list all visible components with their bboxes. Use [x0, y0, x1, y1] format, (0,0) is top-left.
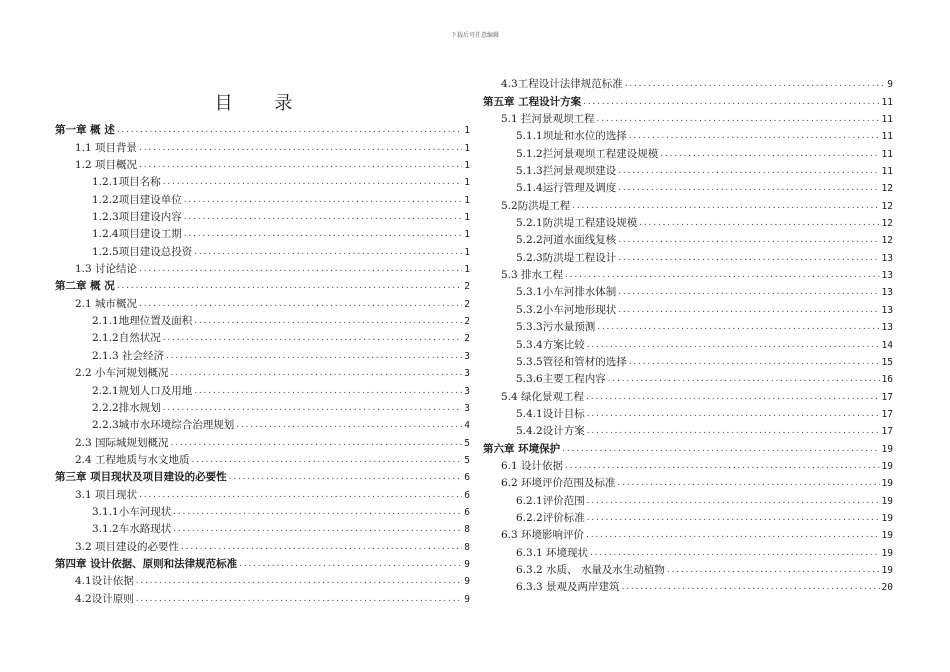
toc-entry[interactable]: [55, 137, 470, 154]
toc-entry-page: 1: [464, 194, 470, 206]
toc-entry-title: 3.1.1小车河现状: [92, 505, 172, 518]
toc-entry-page: 13: [881, 304, 893, 316]
toc-leader-dots: [618, 477, 880, 490]
toc-entry-title: 5.2防洪堤工程: [501, 199, 571, 212]
toc-entry-page: 19: [881, 512, 893, 524]
toc-entry[interactable]: [483, 213, 893, 230]
toc-entry[interactable]: [55, 415, 470, 432]
toc-leader-dots: [597, 113, 880, 126]
toc-entry-page: 14: [881, 339, 893, 351]
toc-entry-title: 1.1 项目背景: [75, 141, 138, 154]
toc-entry-title: 2.1.1地理位置及面积: [92, 315, 193, 328]
toc-entry-page: 12: [881, 218, 893, 230]
toc-entry[interactable]: [55, 120, 470, 137]
toc-entry[interactable]: [483, 490, 893, 507]
toc-entry[interactable]: [483, 317, 893, 334]
toc-entry[interactable]: [483, 438, 893, 455]
toc-entry-title: 5.3.5管径和管材的选择: [516, 355, 627, 368]
toc-entry[interactable]: [55, 484, 470, 501]
toc-entry-page: 1: [464, 177, 470, 189]
toc-entry-title: 4.3工程设计法律规范标准: [501, 78, 623, 91]
toc-entry[interactable]: [55, 155, 470, 172]
toc-entry[interactable]: [483, 195, 893, 212]
toc-leader-dots: [625, 78, 886, 91]
toc-leader-dots: [173, 523, 462, 536]
page-header-note: 下载后可任意编辑: [450, 32, 499, 39]
toc-entry-title: 1.3 讨论结论: [75, 263, 138, 276]
toc-entry-title: 2.4 工程地质与水文地质: [75, 453, 190, 466]
toc-entry[interactable]: [55, 519, 470, 536]
toc-leader-dots: [136, 593, 463, 606]
toc-entry[interactable]: [55, 450, 470, 467]
toc-entry-page: 11: [881, 131, 893, 143]
toc-entry[interactable]: [483, 542, 893, 559]
toc-entry[interactable]: [55, 588, 470, 605]
toc-entry-title: 第六章 环境保护: [483, 442, 561, 455]
toc-entry[interactable]: [483, 91, 893, 108]
toc-entry-title: 5.3.2小车河地形现状: [516, 303, 617, 316]
toc-entry[interactable]: [55, 345, 470, 362]
toc-entry[interactable]: [483, 473, 893, 490]
toc-entry-title: 第一章 概 述: [55, 124, 115, 137]
toc-entry-title: 第三章 项目现状及项目建设的必要性: [55, 471, 227, 484]
toc-entry-title: 5.1.1坝址和水位的选择: [516, 130, 627, 143]
toc-right-column: [483, 74, 893, 594]
toc-entry-title: 1.2.4项目建设工期: [92, 228, 182, 241]
toc-entry-page: 2: [464, 281, 470, 293]
toc-entry[interactable]: [483, 282, 893, 299]
toc-entry-title: 6.2.2评价标准: [516, 511, 585, 524]
toc-entry[interactable]: [483, 456, 893, 473]
toc-entry-title: 5.2.1防洪堤工程建设规模: [516, 217, 638, 230]
toc-entry[interactable]: [55, 432, 470, 449]
toc-leader-dots: [181, 541, 462, 554]
toc-leader-dots: [236, 419, 462, 432]
toc-entry-title: 1.2.3项目建设内容: [92, 211, 182, 224]
toc-entry-page: 6: [464, 472, 470, 484]
toc-leader-dots: [618, 165, 879, 178]
toc-leader-dots: [587, 339, 880, 352]
toc-entry-title: 6.3.1 环境现状: [516, 546, 589, 559]
toc-entry-page: 19: [881, 478, 893, 490]
toc-leader-dots: [194, 246, 462, 259]
toc-entry-page: 1: [464, 142, 470, 154]
toc-entry[interactable]: [483, 230, 893, 247]
toc-entry-page: 12: [881, 235, 893, 247]
toc-entry-page: 11: [881, 96, 893, 108]
toc-entry[interactable]: [483, 161, 893, 178]
toc-entry-page: 1: [464, 246, 470, 258]
toc-leader-dots: [171, 437, 463, 450]
toc-entry-page: 1: [464, 264, 470, 276]
toc-leader-dots: [239, 558, 462, 571]
toc-entry-title: 5.1.2拦河景观坝工程建设规模: [516, 147, 659, 160]
toc-entry-page: 1: [464, 229, 470, 241]
toc-leader-dots: [163, 176, 463, 189]
toc-entry-title: 2.2.1规划人口及用地: [92, 384, 193, 397]
toc-entry[interactable]: [55, 502, 470, 519]
toc-entry-title: 5.2.3防洪堤工程设计: [516, 251, 617, 264]
toc-entry-page: 19: [881, 460, 893, 472]
toc-leader-dots: [194, 385, 462, 398]
toc-leader-dots: [587, 512, 880, 525]
toc-entry-page: 13: [881, 287, 893, 299]
toc-entry[interactable]: [483, 178, 893, 195]
toc-leader-dots: [139, 142, 462, 155]
toc-entry-page: 9: [887, 79, 893, 91]
toc-entry-title: 2.1.3 社会经济: [92, 349, 165, 362]
toc-entry[interactable]: [55, 293, 470, 310]
toc-entry-page: 15: [881, 356, 893, 368]
toc-entry[interactable]: [483, 299, 893, 316]
toc-entry[interactable]: [55, 467, 470, 484]
toc-entry-title: 2.1.2自然状况: [92, 332, 161, 345]
toc-leader-dots: [586, 529, 880, 542]
toc-leader-dots: [583, 96, 879, 109]
toc-entry-page: 11: [881, 166, 893, 178]
toc-entry-title: 4.2设计原则: [75, 592, 134, 605]
toc-entry-title: 6.2.1评价范围: [516, 494, 585, 507]
toc-entry-page: 2: [464, 333, 470, 345]
toc-entry-page: 3: [464, 368, 470, 380]
toc-entry[interactable]: [483, 369, 893, 386]
toc-leader-dots: [629, 356, 880, 369]
toc-leader-dots: [139, 159, 462, 172]
toc-entry-page: 19: [881, 547, 893, 559]
toc-entry[interactable]: [55, 380, 470, 397]
toc-entry-page: 17: [881, 426, 893, 438]
toc-entry-page: 13: [881, 322, 893, 334]
toc-leader-dots: [587, 408, 880, 421]
toc-entry[interactable]: [55, 276, 470, 293]
toc-entry-page: 20: [881, 582, 893, 594]
toc-entry-page: 6: [464, 506, 470, 518]
toc-entry-title: 5.3.1小车河排水体制: [516, 286, 617, 299]
toc-leader-dots: [184, 211, 463, 224]
toc-entry-page: 1: [464, 125, 470, 137]
toc-entry-title: 5.2.2河道水面线复核: [516, 234, 617, 247]
toc-entry[interactable]: [483, 577, 893, 594]
toc-entry[interactable]: [483, 247, 893, 264]
toc-entry-title: 3.2 项目建设的必要性: [75, 540, 180, 553]
toc-entry-page: 3: [464, 385, 470, 397]
toc-entry-title: 5.1.4运行管理及调度: [516, 182, 617, 195]
toc-entry[interactable]: [55, 328, 470, 345]
toc-leader-dots: [618, 182, 879, 195]
toc-entry-page: 5: [464, 437, 470, 449]
toc-leader-dots: [565, 269, 880, 282]
toc-leader-dots: [587, 425, 880, 438]
toc-leader-dots: [629, 130, 880, 143]
toc-leader-dots: [618, 304, 879, 317]
toc-entry[interactable]: [55, 571, 470, 588]
toc-entry[interactable]: [55, 189, 470, 206]
toc-leader-dots: [639, 217, 879, 230]
toc-entry[interactable]: [55, 363, 470, 380]
toc-entry-title: 1.2.1项目名称: [92, 176, 161, 189]
toc-entry[interactable]: [483, 143, 893, 160]
toc-entry-title: 5.3.3污水量预测: [516, 321, 596, 334]
toc-entry-title: 6.3.2 水质、 水量及水生动植物: [516, 563, 665, 576]
toc-entry-title: 6.2 环境评价范围及标准: [501, 477, 616, 490]
toc-entry-title: 5.1 拦河景观坝工程: [501, 113, 595, 126]
toc-entry-page: 2: [464, 316, 470, 328]
toc-entry-title: 1.2.5项目建设总投资: [92, 245, 193, 258]
toc-entry[interactable]: [55, 259, 470, 276]
toc-entry-page: 13: [881, 252, 893, 264]
toc-leader-dots: [184, 228, 463, 241]
toc-leader-dots: [667, 564, 880, 577]
toc-entry-page: 1: [464, 160, 470, 172]
toc-leader-dots: [139, 298, 462, 311]
toc-entry-page: 13: [881, 270, 893, 282]
toc-leader-dots: [597, 321, 879, 334]
toc-leader-dots: [194, 315, 462, 328]
toc-entry[interactable]: [55, 172, 470, 189]
toc-entry[interactable]: [55, 554, 470, 571]
toc-entry-title: 3.1.2车水路现状: [92, 523, 172, 536]
toc-entry-page: 12: [881, 183, 893, 195]
toc-entry-title: 第五章 工程设计方案: [483, 95, 582, 108]
toc-entry-title: 2.2 小车河规划概况: [75, 367, 169, 380]
toc-leader-dots: [618, 252, 879, 265]
toc-entry-title: 4.1设计依据: [75, 575, 134, 588]
toc-leader-dots: [562, 443, 879, 456]
toc-entry[interactable]: [483, 109, 893, 126]
toc-entry[interactable]: [483, 352, 893, 369]
toc-entry[interactable]: [483, 334, 893, 351]
toc-leader-dots: [586, 391, 880, 404]
toc-entry-page: 19: [881, 530, 893, 542]
toc-leader-dots: [184, 194, 463, 207]
toc-entry-page: 9: [464, 593, 470, 605]
toc-leader-dots: [608, 373, 880, 386]
toc-entry-title: 3.1 项目现状: [75, 488, 138, 501]
toc-entry-page: 19: [881, 495, 893, 507]
toc-entry-title: 2.2.3城市水环境综合治理规划: [92, 419, 235, 432]
toc-entry[interactable]: [55, 536, 470, 553]
toc-leader-dots: [622, 581, 880, 594]
toc-entry-title: 5.4 绿化景观工程: [501, 390, 585, 403]
toc-entry-title: 2.3 国际城规划概况: [75, 436, 169, 449]
toc-leader-dots: [572, 200, 879, 213]
toc-entry-title: 5.4.2设计方案: [516, 425, 585, 438]
toc-entry[interactable]: [55, 241, 470, 258]
toc-leader-dots: [590, 547, 879, 560]
toc-entry-page: 11: [881, 148, 893, 160]
toc-entry[interactable]: [55, 207, 470, 224]
toc-entry-title: 2.2.2排水规划: [92, 401, 161, 414]
toc-entry[interactable]: [483, 126, 893, 143]
toc-entry-page: 17: [881, 391, 893, 403]
toc-entry-title: 6.3.3 景观及两岸建筑: [516, 581, 620, 594]
toc-entry-title: 第四章 设计依据、原则和法律规范标准: [55, 557, 238, 570]
toc-entry-page: 9: [464, 576, 470, 588]
toc-entry-title: 2.1 城市概况: [75, 297, 138, 310]
toc-entry-page: 5: [464, 454, 470, 466]
toc-entry-page: 17: [881, 408, 893, 420]
toc-entry[interactable]: [55, 224, 470, 241]
toc-entry-page: 19: [881, 564, 893, 576]
toc-leader-dots: [618, 286, 879, 299]
toc-leader-dots: [229, 471, 463, 484]
toc-entry-title: 5.3 排水工程: [501, 269, 564, 282]
toc-entry[interactable]: [55, 398, 470, 415]
toc-entry-title: 第二章 概 况: [55, 280, 115, 293]
toc-entry[interactable]: [483, 74, 893, 91]
toc-leader-dots: [660, 148, 879, 161]
toc-entry-page: 3: [464, 350, 470, 362]
toc-entry[interactable]: [483, 525, 893, 542]
toc-entry-title: 5.3.4方案比较: [516, 338, 585, 351]
toc-leader-dots: [565, 460, 880, 473]
toc-leader-dots: [163, 402, 463, 415]
toc-entry-page: 16: [881, 374, 893, 386]
toc-entry[interactable]: [483, 386, 893, 403]
toc-entry-page: 19: [881, 443, 893, 455]
toc-entry-page: 11: [881, 114, 893, 126]
toc-entry-page: 3: [464, 402, 470, 414]
toc-entry-title: 6.1 设计依据: [501, 459, 564, 472]
toc-leader-dots: [139, 489, 462, 502]
toc-leader-dots: [136, 575, 463, 588]
toc-entry-title: 5.3.6主要工程内容: [516, 373, 606, 386]
toc-entry-page: 8: [464, 541, 470, 553]
toc-entry-page: 12: [881, 200, 893, 212]
toc-leader-dots: [171, 367, 463, 380]
toc-entry[interactable]: [483, 421, 893, 438]
toc-entry-title: 1.2 项目概况: [75, 159, 138, 172]
toc-leader-dots: [117, 280, 462, 293]
toc-leader-dots: [117, 124, 462, 137]
toc-entry-page: 1: [464, 212, 470, 224]
toc-entry-title: 5.4.1设计目标: [516, 407, 585, 420]
toc-entry[interactable]: [55, 311, 470, 328]
toc-title: 目 录: [214, 93, 311, 114]
toc-leader-dots: [173, 506, 462, 519]
toc-entry-page: 8: [464, 524, 470, 536]
toc-entry[interactable]: [483, 560, 893, 577]
toc-left-column: [55, 120, 470, 606]
toc-entry-title: 5.1.3拦河景观坝建设: [516, 165, 617, 178]
toc-entry-page: 2: [464, 298, 470, 310]
toc-entry[interactable]: [483, 404, 893, 421]
toc-leader-dots: [163, 332, 463, 345]
toc-leader-dots: [166, 350, 462, 363]
toc-entry-title: 6.3 环境影响评价: [501, 529, 585, 542]
toc-entry-page: 6: [464, 489, 470, 501]
toc-leader-dots: [139, 263, 462, 276]
toc-entry-title: 1.2.2项目建设单位: [92, 193, 182, 206]
toc-entry-page: 9: [464, 558, 470, 570]
toc-leader-dots: [192, 454, 463, 467]
toc-entry-page: 4: [464, 420, 470, 432]
toc-entry[interactable]: [483, 265, 893, 282]
toc-entry[interactable]: [483, 508, 893, 525]
toc-leader-dots: [618, 234, 879, 247]
toc-leader-dots: [587, 495, 880, 508]
